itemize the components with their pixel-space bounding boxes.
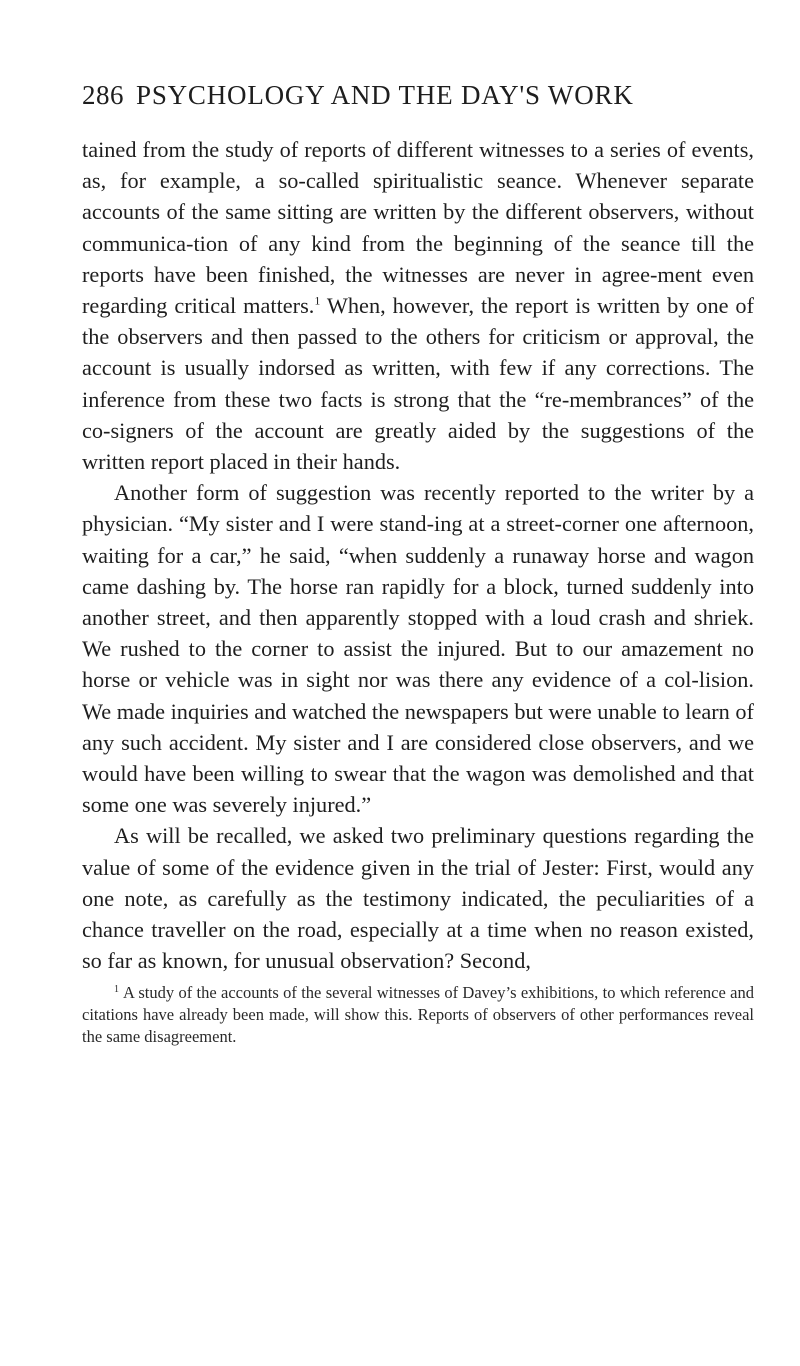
footnote-reference: 1 (314, 293, 321, 308)
paragraph-1-text-a: tained from the study of reports of different witnesses to a series of events, as, for example, a so-called spiritualistic seance. Whenever separate accounts of the same sitting are written by the different observers, without communica-tion of any kind from the beginning of the seance till the reports have been finished, the witnesses are never in agree-ment even regarding critical matters. (82, 137, 754, 319)
paragraph-3: As will be recalled, we asked two preliminary questions regarding the value of some of the evidence given in the trial of Jester: First, would any one note, as carefully as the testimony indicated, the peculiarities of a chance traveller on the road, especially at a time when no reason existed, so far as known, for unusual observation? Second, (82, 823, 754, 974)
running-title: PSYCHOLOGY AND THE DAY'S WORK (136, 80, 634, 110)
paragraph-2: Another form of suggestion was recently reported to the writer by a physician. “My sister and I were stand-ing at a street-corner one afternoon, waiting for a car,” he said, “when suddenly a runaway horse and wagon came dashing by. The horse ran rapidly for a block, turned suddenly into another street, and then apparently stopped with a loud crash and shriek. We rushed to the corner to assist the injured. But to our amazement no horse or vehicle was in sight nor was there any evidence of a col-lision. We made inquiries and watched the newspapers but were unable to learn of any such accident. My sister and I are considered close observers, and we would have been willing to swear that the wagon was demolished and that some one was severely injured.” (82, 480, 754, 818)
footnote-mark: 1 (114, 983, 119, 995)
paragraph-1 (82, 134, 754, 477)
page-number: 286 (82, 80, 124, 110)
footnote-text: A study of the accounts of the several witnesses of Davey’s exhibitions, to which reference and citations have already been made, will show this. Reports of observers of other performances reveal the same disagreement. (82, 983, 754, 1047)
footnote (82, 982, 754, 1048)
book-page (82, 78, 754, 1048)
running-head (82, 78, 754, 112)
paragraph-1-text-b: When, however, the report is written by one of the observers and then passed to the others for criticism or approval, the account is usually indorsed as written, with few if any corrections. The inference from these two facts is strong that the “re-membrances” of the co-signers of the account are greatly aided by the suggestions of the written report placed in their hands. (82, 293, 754, 475)
